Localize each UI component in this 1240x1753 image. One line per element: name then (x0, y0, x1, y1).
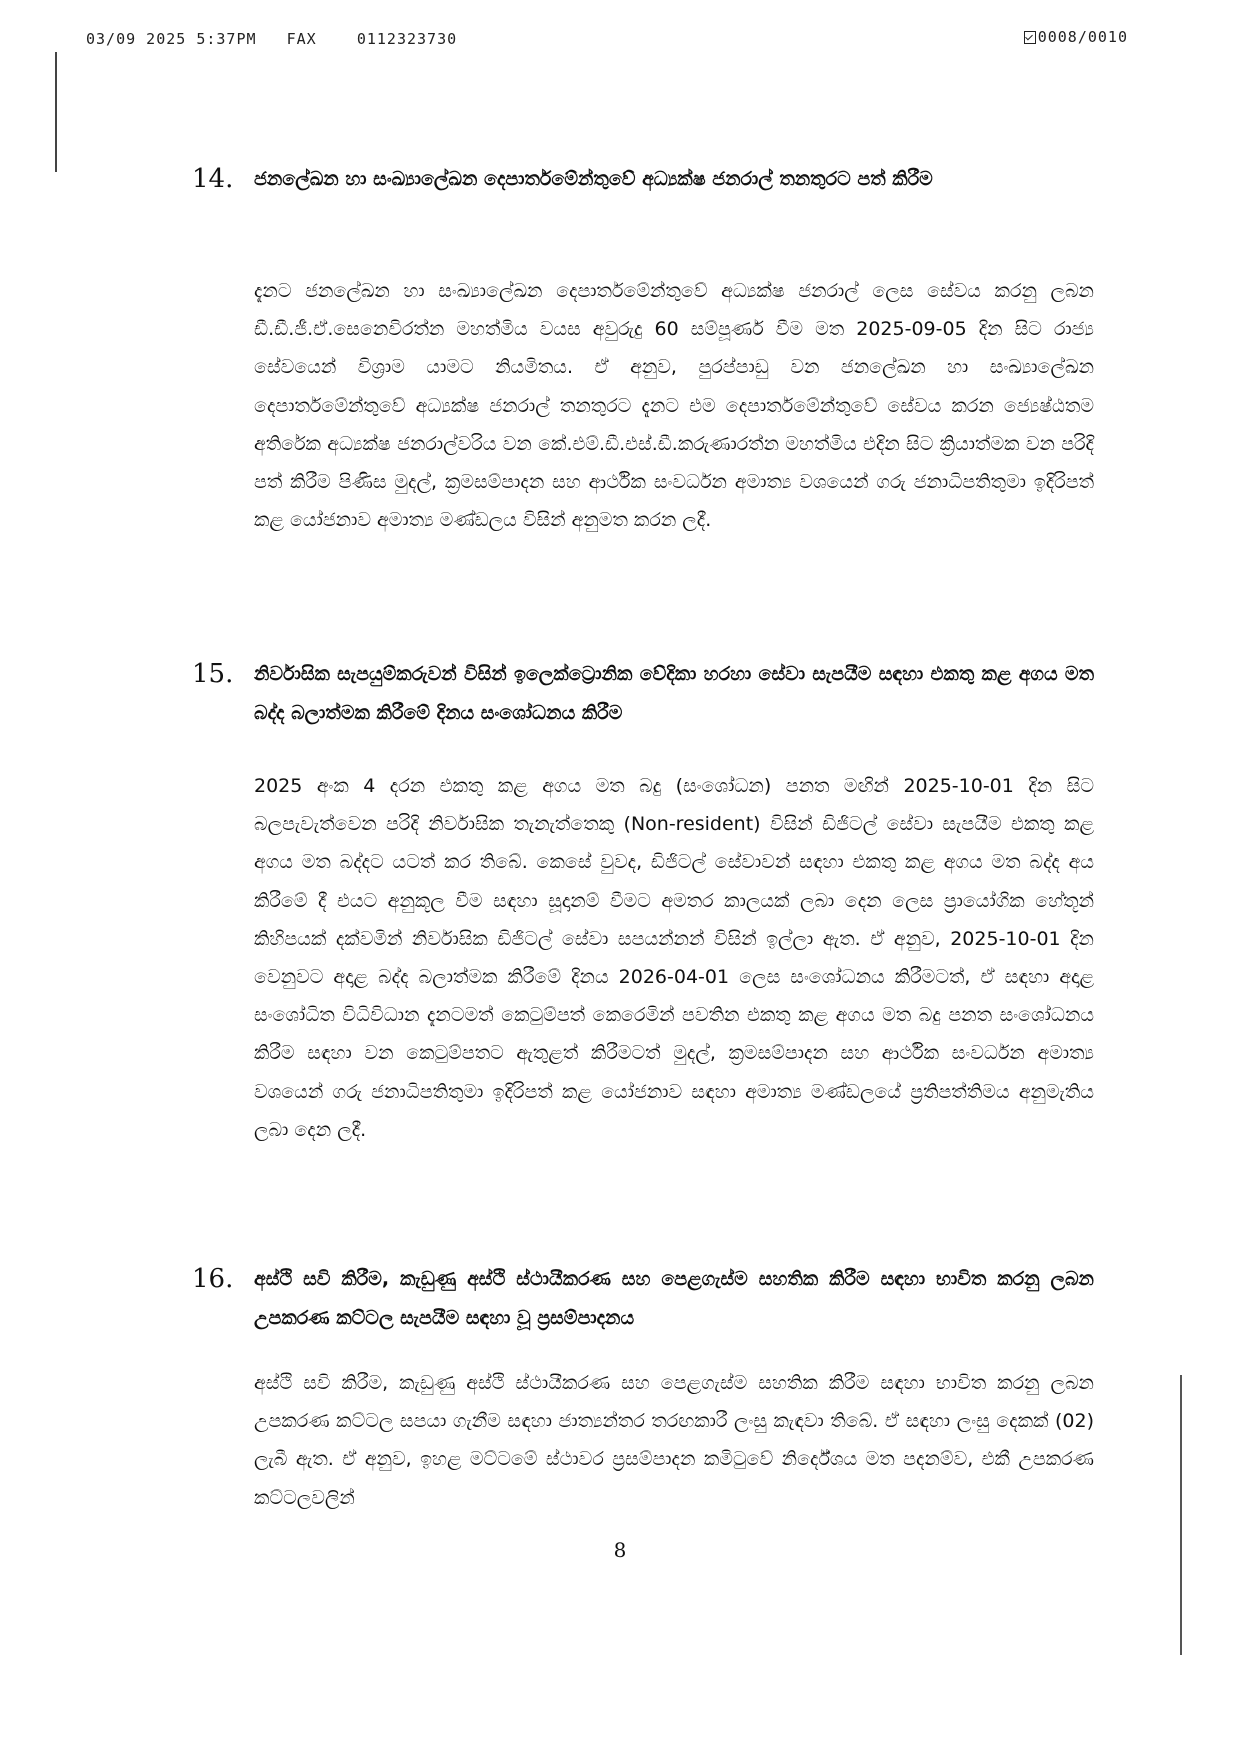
scan-margin-line (55, 52, 57, 172)
section-title: අස්ථි සවි කිරීම, කැඩුණු අස්ථි ස්ථායීකරණ සහ පෙළගැස්ම සහතික කිරීම සඳහා භාවිත කරනු ලබන උපකරණ කට්ටල සැපයීම සඳහා වූ ප්‍රසම්පාදනය (254, 1268, 1094, 1329)
section-number: 14. (192, 164, 234, 194)
fax-header (86, 30, 457, 48)
scan-margin-line (1180, 1375, 1182, 1655)
section-number: 16. (192, 1264, 234, 1294)
fax-datetime: 03/09 2025 5:37PM (86, 30, 257, 48)
section-body: දැනට ජනලේඛන හා සංඛ්‍යාලේඛන දෙපාර්තමේන්තුවේ අධ්‍යක්ෂ ජනරාල් ලෙස සේවය කරනු ලබන ඩී.ඩී.ජී.ඒ.සෙනෙවිරත්න මහත්මිය වයස අවුරුදු 60 සම්පූර්ණ වීම මත 2025-09-05 දින සිට රාජ්‍ය සේවයෙන් විශ්‍රාම යාමට නියමිතය. ඒ අනුව, පුරප්පාඩු වන ජනලේඛන හා සංඛ්‍යාලේඛන දෙපාර්තමේන්තුවේ අධ්‍යක්ෂ ජනරාල් තනතුරට දැනට එම දෙපාර්තමේන්තුවේ සේවය කරන ජ්‍යෙෂ්ඨතම අතිරේක අධ්‍යක්ෂ ජනරාල්වරිය වන කේ.එම්.ඩී.එස්.ඩී.කරුණාරත්න මහත්මිය එදින සිට ක්‍රියාත්මක වන පරිදි පත් කිරීම පිණිස මුදල්, ක්‍රමසම්පාදන සහ ආර්ථික සංවර්ධන අමාත්‍ය වශයෙන් ගරු ජනාධිපතිතුමා ඉදිරිපත් කළ යෝජනාව අමාත්‍ය මණ්ඩලය විසින් අනුමත කරන ලදී. (254, 280, 1094, 532)
section-body: අස්ථි සවි කිරීම, කැඩුණු අස්ථි ස්ථායීකරණ සහ පෙළගැස්ම සහතික කිරීම සඳහා භාවිත කරනු ලබන උපකරණ කට්ටල සපයා ගැනීම සඳහා ජාත්‍යන්තර තරඟකාරී ලංසු කැඳවා තිබේ. ඒ සඳහා ලංසු දෙකක් (02) ලැබී ඇත. ඒ අනුව, ඉහළ මට්ටමේ ස්ථාවර ප්‍රසම්පාදන කමිටුවේ නිර්දේශය මත පදනම්ව, එකී උපකරණ කට්ටලවලින් (254, 1372, 1094, 1509)
fax-number: 0112323730 (356, 30, 458, 48)
section-title: ජනලේඛන හා සංඛ්‍යාලේඛන දෙපාර්තමේන්තුවේ අධ්‍යක්ෂ ජනරාල් තනතුරට පත් කිරීම (254, 168, 933, 190)
page-number: 8 (613, 1538, 627, 1562)
fax-page-counter (1024, 28, 1128, 46)
section-title: නිර්වාසික සැපයුම්කරුවන් විසින් ඉලෙක්ට්‍රොනික වේදිකා හරහා සේවා සැපයීම සඳහා එකතු කළ අගය මත බද්ද බලාත්මක කිරීමේ දිනය සංශෝධනය කිරීම (254, 663, 1094, 724)
checkbox-icon (1024, 31, 1036, 44)
fax-page-counter-text: 0008/0010 (1037, 28, 1128, 46)
fax-label: FAX (286, 30, 317, 48)
section-body: 2025 අංක 4 දරන එකතු කළ අගය මත බදු (සංශෝධන) පනත මඟින් 2025-10-01 දින සිට බලපැවැත්වෙන පරිදි නිර්වාසික තැනැත්තෙකු (Non-resident) විසින් ඩිජිටල් සේවා සැපයීම එකතු කළ අගය මත බද්දට යටත් කර තිබේ. කෙසේ වුවද, ඩිජිටල් සේවාවන් සඳහා එකතු කළ අගය මත බද්ද අය කිරීමේ දී එයට අනුකූල වීම සඳහා සූදානම් වීමට අමතර කාලයක් ලබා දෙන ලෙස ප්‍රායෝගික හේතූන් කිහිපයක් දක්වමින් නිර්වාසික ඩිජිටල් සේවා සපයන්නන් විසින් ඉල්ලා ඇත. ඒ අනුව, 2025-10-01 දින වෙනුවට අදාළ බද්ද බලාත්මක කිරීමේ දිනය 2026-04-01 ලෙස සංශෝධනය කිරීමටත්, ඒ සඳහා අදාළ සංශෝධිත විධිවිධාන දැනටමත් කෙටුම්පත් කෙරෙමින් පවතින එකතු කළ අගය මත බදු පනත සංශෝධනය කිරීම සඳහා වන කෙටුම්පතට ඇතුළත් කිරීමටත් මුදල්, ක්‍රමසම්පාදන සහ ආර්ථික සංවර්ධන අමාත්‍ය වශයෙන් ගරු ජනාධිපතිතුමා ඉදිරිපත් කළ යෝජනාව සඳහා අමාත්‍ය මණ්ඩලයේ ප්‍රතිපත්තිමය අනුමැතිය ලබා දෙන ලදී. (254, 775, 1094, 1141)
section-number: 15. (192, 659, 234, 689)
